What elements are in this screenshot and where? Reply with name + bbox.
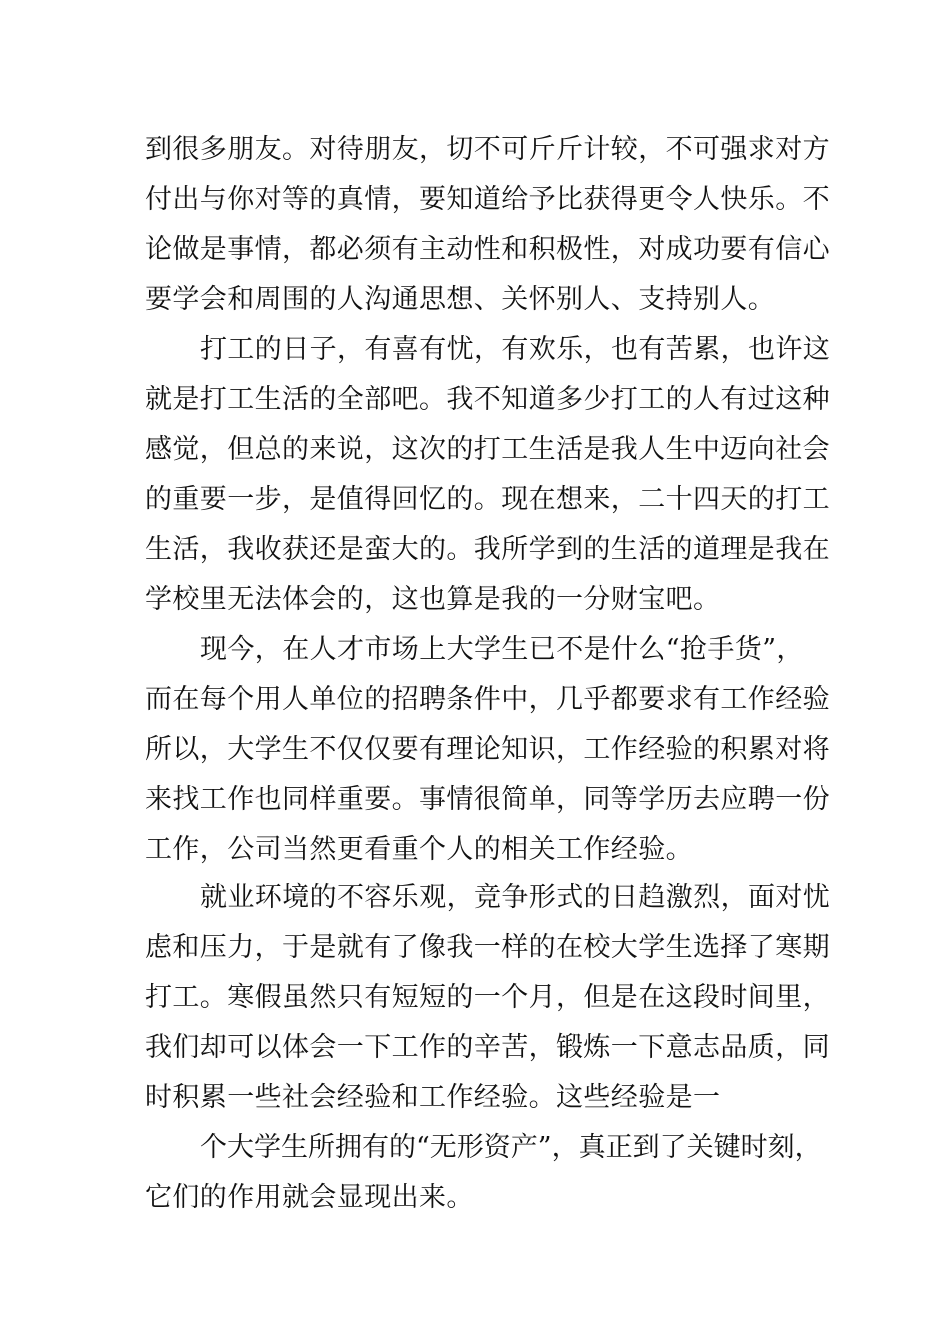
text-line: 时积累一些社会经验和工作经验。这些经验是一 [145,1082,721,1113]
text-line: 它们的作用就会显现出来。 [145,1182,474,1213]
text-line: 学校里无法体会的，这也算是我的一分财宝吧。 [145,584,721,615]
text-line: 打工。寒假虽然只有短短的一个月，但是在这段时间里， [145,982,830,1013]
text-line: 来找工作也同样重要。事情很简单，同等学历去应聘一份 [145,784,830,815]
text-line: 论做是事情，都必须有主动性和积极性，对成功要有信心 [145,234,830,265]
text-line: 的重要一步，是值得回忆的。现在想来，二十四天的打工 [145,484,830,515]
text-line: 而在每个用人单位的招聘条件中，几乎都要求有工作经验 [145,684,830,715]
paragraph-first-line: 个大学生所拥有的“无形资产”，真正到了关键时刻， [200,1132,822,1163]
paragraph-first-line: 现今，在人才市场上大学生已不是什么“抢手货”， [200,634,804,665]
text-line: 感觉，但总的来说，这次的打工生活是我人生中迈向社会 [145,434,830,465]
text-line: 所以，大学生不仅仅要有理论知识，工作经验的积累对将 [145,734,830,765]
text-line: 到很多朋友。对待朋友，切不可斤斤计较，不可强求对方 [145,134,830,165]
paragraph-first-line: 就业环境的不容乐观，竞争形式的日趋激烈，面对忧 [200,882,831,913]
text-line: 虑和压力，于是就有了像我一样的在校大学生选择了寒期 [145,932,830,963]
paragraph-first-line: 打工的日子，有喜有忧，有欢乐，也有苦累，也许这 [200,334,831,365]
text-line: 生活，我收获还是蛮大的。我所学到的生活的道理是我在 [145,534,830,565]
text-line: 付出与你对等的真情，要知道给予比获得更令人快乐。不 [145,184,830,215]
text-line: 我们却可以体会一下工作的辛苦，锻炼一下意志品质，同 [145,1032,830,1063]
text-line: 要学会和周围的人沟通思想、关怀别人、支持别人。 [145,284,776,315]
text-line: 就是打工生活的全部吧。我不知道多少打工的人有过这种 [145,384,830,415]
text-line: 工作，公司当然更看重个人的相关工作经验。 [145,834,693,865]
